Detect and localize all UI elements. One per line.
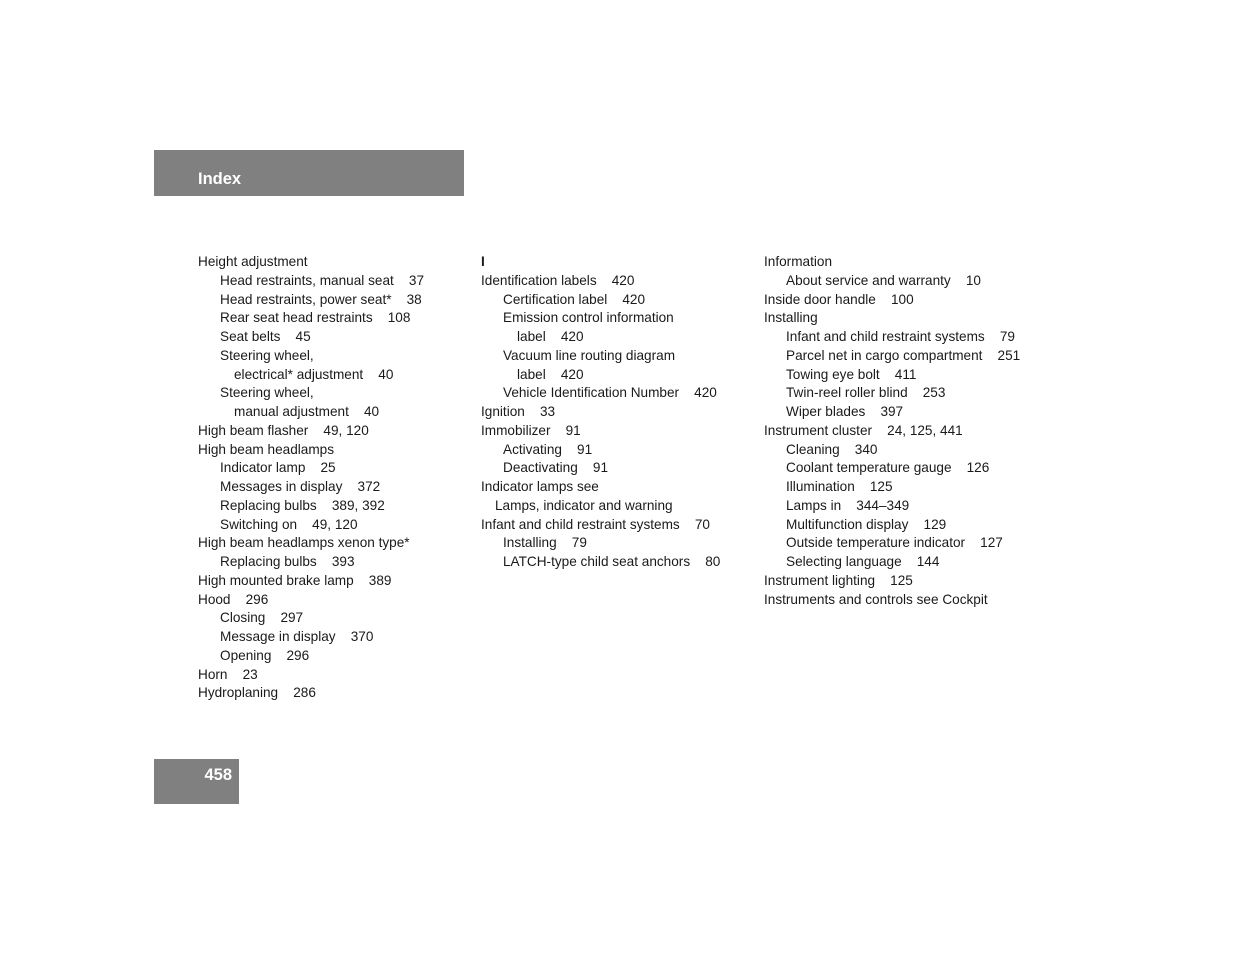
index-subentry: Head restraints, power seat* 38 <box>220 291 422 307</box>
index-column-middle <box>481 253 746 572</box>
index-subentry: Vacuum line routing diagram <box>503 347 676 363</box>
index-subentry: Replacing bulbs 393 <box>220 554 355 569</box>
index-entry: Height adjustment <box>198 254 308 269</box>
index-subentry: label 420 <box>517 366 584 382</box>
index-entry: Installing <box>764 310 818 326</box>
index-subentry: Rear seat head restraints 108 <box>220 310 411 326</box>
index-subentry: Outside temperature indicator 127 <box>786 535 1003 551</box>
index-subentry: label 420 <box>517 329 584 344</box>
index-entry: Identification labels 420 <box>481 272 635 288</box>
index-subentry: Steering wheel, <box>220 385 314 401</box>
index-subentry: LATCH-type child seat anchors 80 <box>503 554 721 569</box>
index-subentry: Installing 79 <box>503 535 587 551</box>
index-subentry: Deactivating 91 <box>503 460 609 476</box>
index-subentry: Towing eye bolt 411 <box>786 366 917 382</box>
index-subentry: Twin-reel roller blind 253 <box>786 385 946 401</box>
index-entry: Horn 23 <box>198 666 258 682</box>
index-subentry: Parcel net in cargo compartment 251 <box>786 347 1021 363</box>
index-subentry: Selecting language 144 <box>786 554 940 569</box>
section-title: Index <box>198 170 242 188</box>
index-entry: Ignition 33 <box>481 404 556 419</box>
index-subentry: Cleaning 340 <box>786 441 878 457</box>
index-subentry: Lamps in 344–349 <box>786 497 910 513</box>
page-number: 458 <box>204 766 232 784</box>
index-column-right <box>764 253 1029 609</box>
index-entry: Instrument cluster 24, 125, 441 <box>764 422 963 438</box>
index-entry: High mounted brake lamp 389 <box>198 572 392 588</box>
index-subentry: Wiper blades 397 <box>786 404 904 419</box>
index-entry: Instrument lighting 125 <box>764 572 913 588</box>
index-subentry: Indicator lamp 25 <box>220 460 336 476</box>
index-subentry: Certification label 420 <box>503 291 646 307</box>
index-entry: High beam flasher 49, 120 <box>198 422 369 438</box>
index-entry: Immobilizer 91 <box>481 422 581 438</box>
index-entry: Indicator lamps see <box>481 479 599 494</box>
index-subentry: Switching on 49, 120 <box>220 516 358 532</box>
index-entry: Instruments and controls see Cockpit <box>764 591 988 607</box>
index-subentry: Steering wheel, <box>220 347 314 363</box>
index-column-left <box>198 253 463 703</box>
page-number-tab <box>154 759 239 804</box>
index-entry: High beam headlamps xenon type* <box>198 535 410 551</box>
index-subentry: Replacing bulbs 389, 392 <box>220 497 385 513</box>
index-subentry: Messages in display 372 <box>220 479 381 494</box>
index-subentry: Multifunction display 129 <box>786 516 947 532</box>
index-entry: High beam headlamps <box>198 441 335 457</box>
index-subentry: Infant and child restraint systems 79 <box>786 329 1015 344</box>
index-subentry: About service and warranty 10 <box>786 272 981 288</box>
index-subentry: Emission control information <box>503 310 674 326</box>
index-subentry: Message in display 370 <box>220 629 374 644</box>
index-subentry: Lamps, indicator and warning <box>495 497 673 513</box>
index-subentry: Vehicle Identification Number 420 <box>503 385 717 401</box>
index-subentry: Coolant temperature gauge 126 <box>786 460 990 476</box>
index-entry: Inside door handle 100 <box>764 291 914 307</box>
index-subentry: Activating 91 <box>503 441 593 457</box>
section-header-band <box>154 150 464 196</box>
index-entry: Information <box>764 254 833 269</box>
index-entry: Hood 296 <box>198 591 269 607</box>
index-subentry: electrical* adjustment 40 <box>234 366 394 382</box>
index-subentry: Head restraints, manual seat 37 <box>220 272 425 288</box>
index-subentry: Closing 297 <box>220 610 304 626</box>
index-entry: Infant and child restraint systems 70 <box>481 516 710 532</box>
index-subentry: Seat belts 45 <box>220 329 311 344</box>
index-subentry: Illumination 125 <box>786 479 893 494</box>
index-entry: Hydroplaning 286 <box>198 685 316 701</box>
index-subentry: Opening 296 <box>220 647 310 663</box>
index-subentry: manual adjustment 40 <box>234 404 380 419</box>
index-letter-heading: I <box>481 254 485 269</box>
